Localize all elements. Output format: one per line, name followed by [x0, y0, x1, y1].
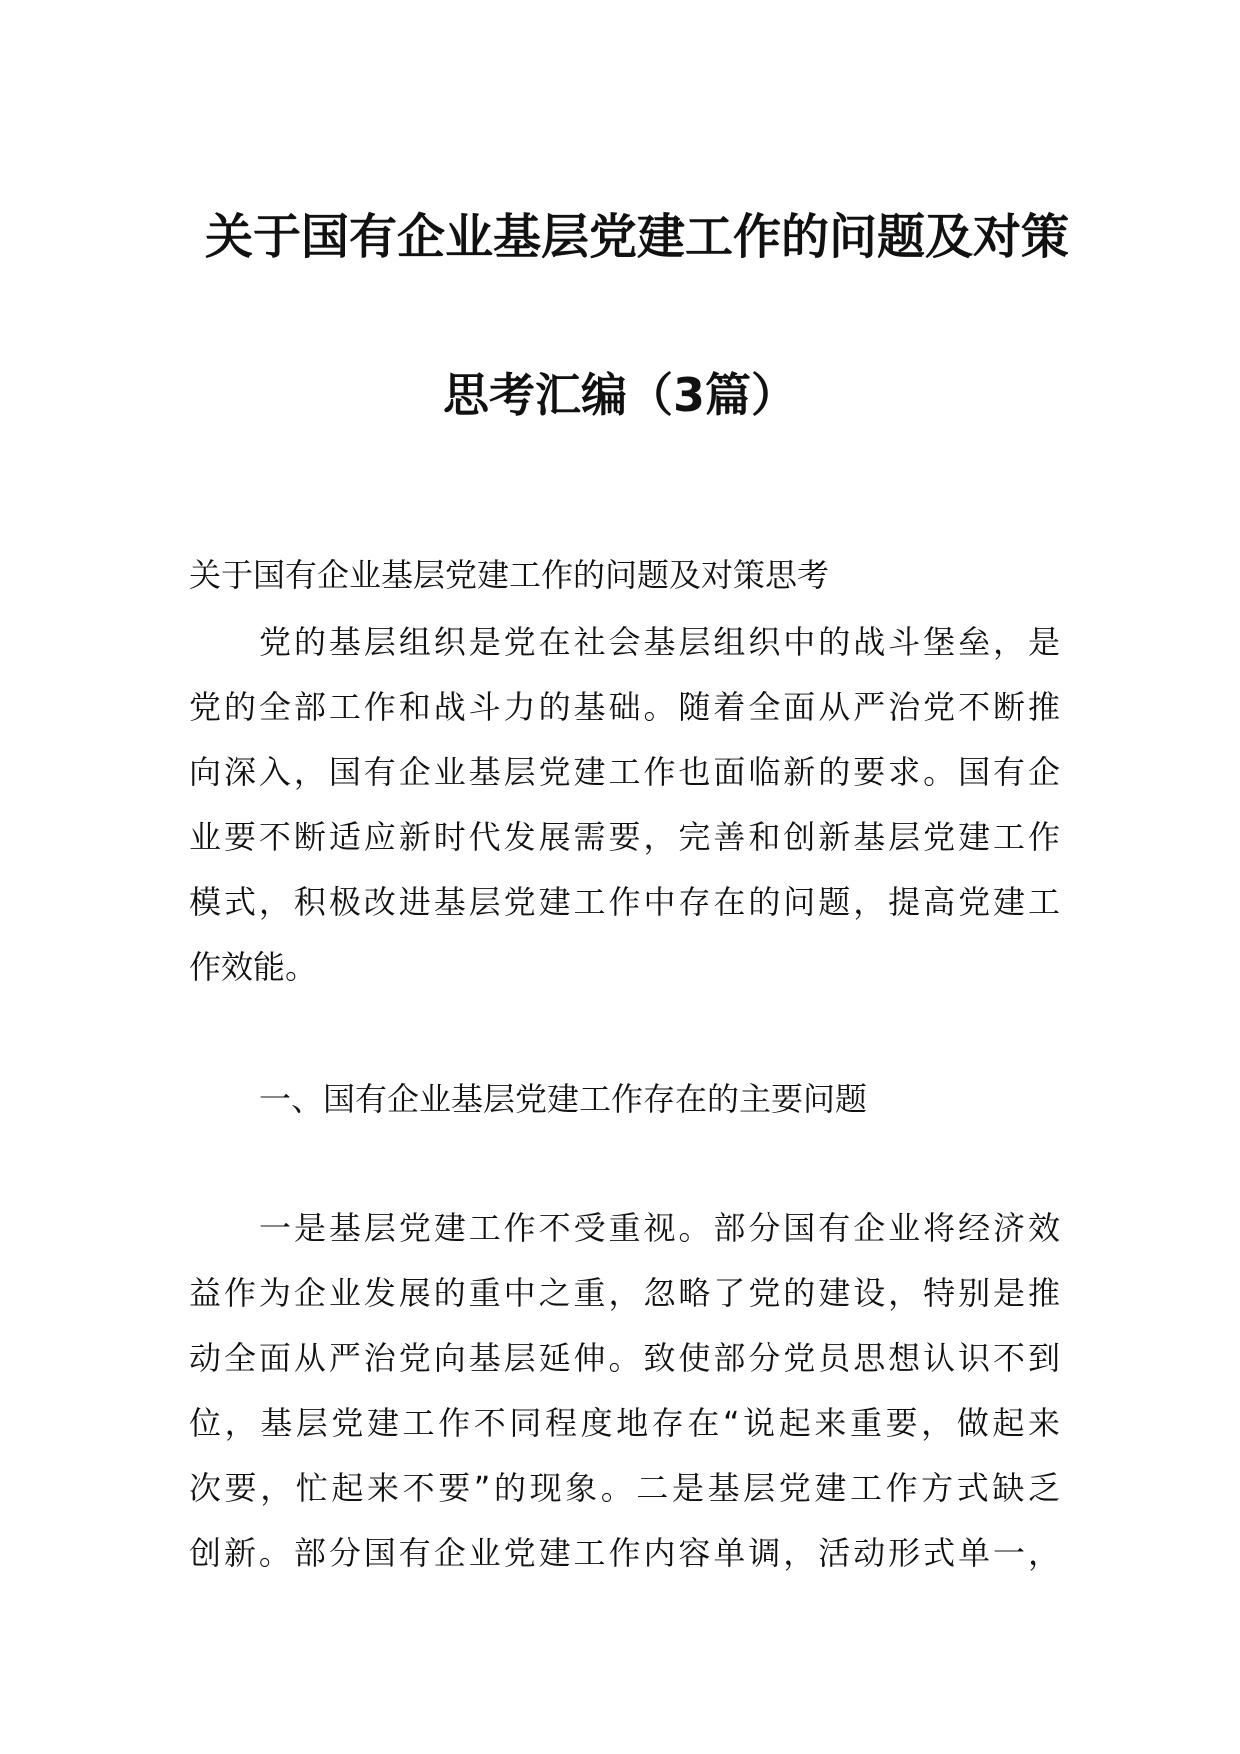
intro-line: 业要不断适应新时代发展需要，完善和创新基层党建工作 [189, 818, 1060, 856]
section-heading: 一、国有企业基层党建工作存在的主要问题 [259, 1080, 868, 1118]
document-title-line-2: 思考汇编（3篇） [442, 368, 797, 422]
paragraph-line: 益作为企业发展的重中之重，忽略了党的建设，特别是推 [189, 1274, 1060, 1312]
paragraph-line: 创新。部分国有企业党建工作内容单调，活动形式单一， [189, 1534, 1060, 1572]
intro-line: 党的基层组织是党在社会基层组织中的战斗堡垒，是 [259, 623, 1060, 661]
intro-line: 党的全部工作和战斗力的基础。随着全面从严治党不断推 [189, 688, 1060, 726]
paragraph-line: 位，基层党建工作不同程度地存在“说起来重要，做起来 [189, 1404, 1060, 1442]
paragraph-line: 一是基层党建工作不受重视。部分国有企业将经济效 [259, 1209, 1060, 1247]
intro-line: 模式，积极改进基层党建工作中存在的问题，提高党建工 [189, 883, 1060, 921]
document-title-line-1: 关于国有企业基层党建工作的问题及对策 [205, 209, 1070, 265]
article-title: 关于国有企业基层党建工作的问题及对策思考 [189, 556, 830, 594]
intro-line: 向深入，国有企业基层党建工作也面临新的要求。国有企 [189, 753, 1060, 791]
paragraph-line: 动全面从严治党向基层延伸。致使部分党员思想认识不到 [189, 1339, 1060, 1377]
paragraph-line: 次要，忙起来不要”的现象。二是基层党建工作方式缺乏 [189, 1469, 1060, 1507]
intro-line: 作效能。 [189, 948, 318, 986]
